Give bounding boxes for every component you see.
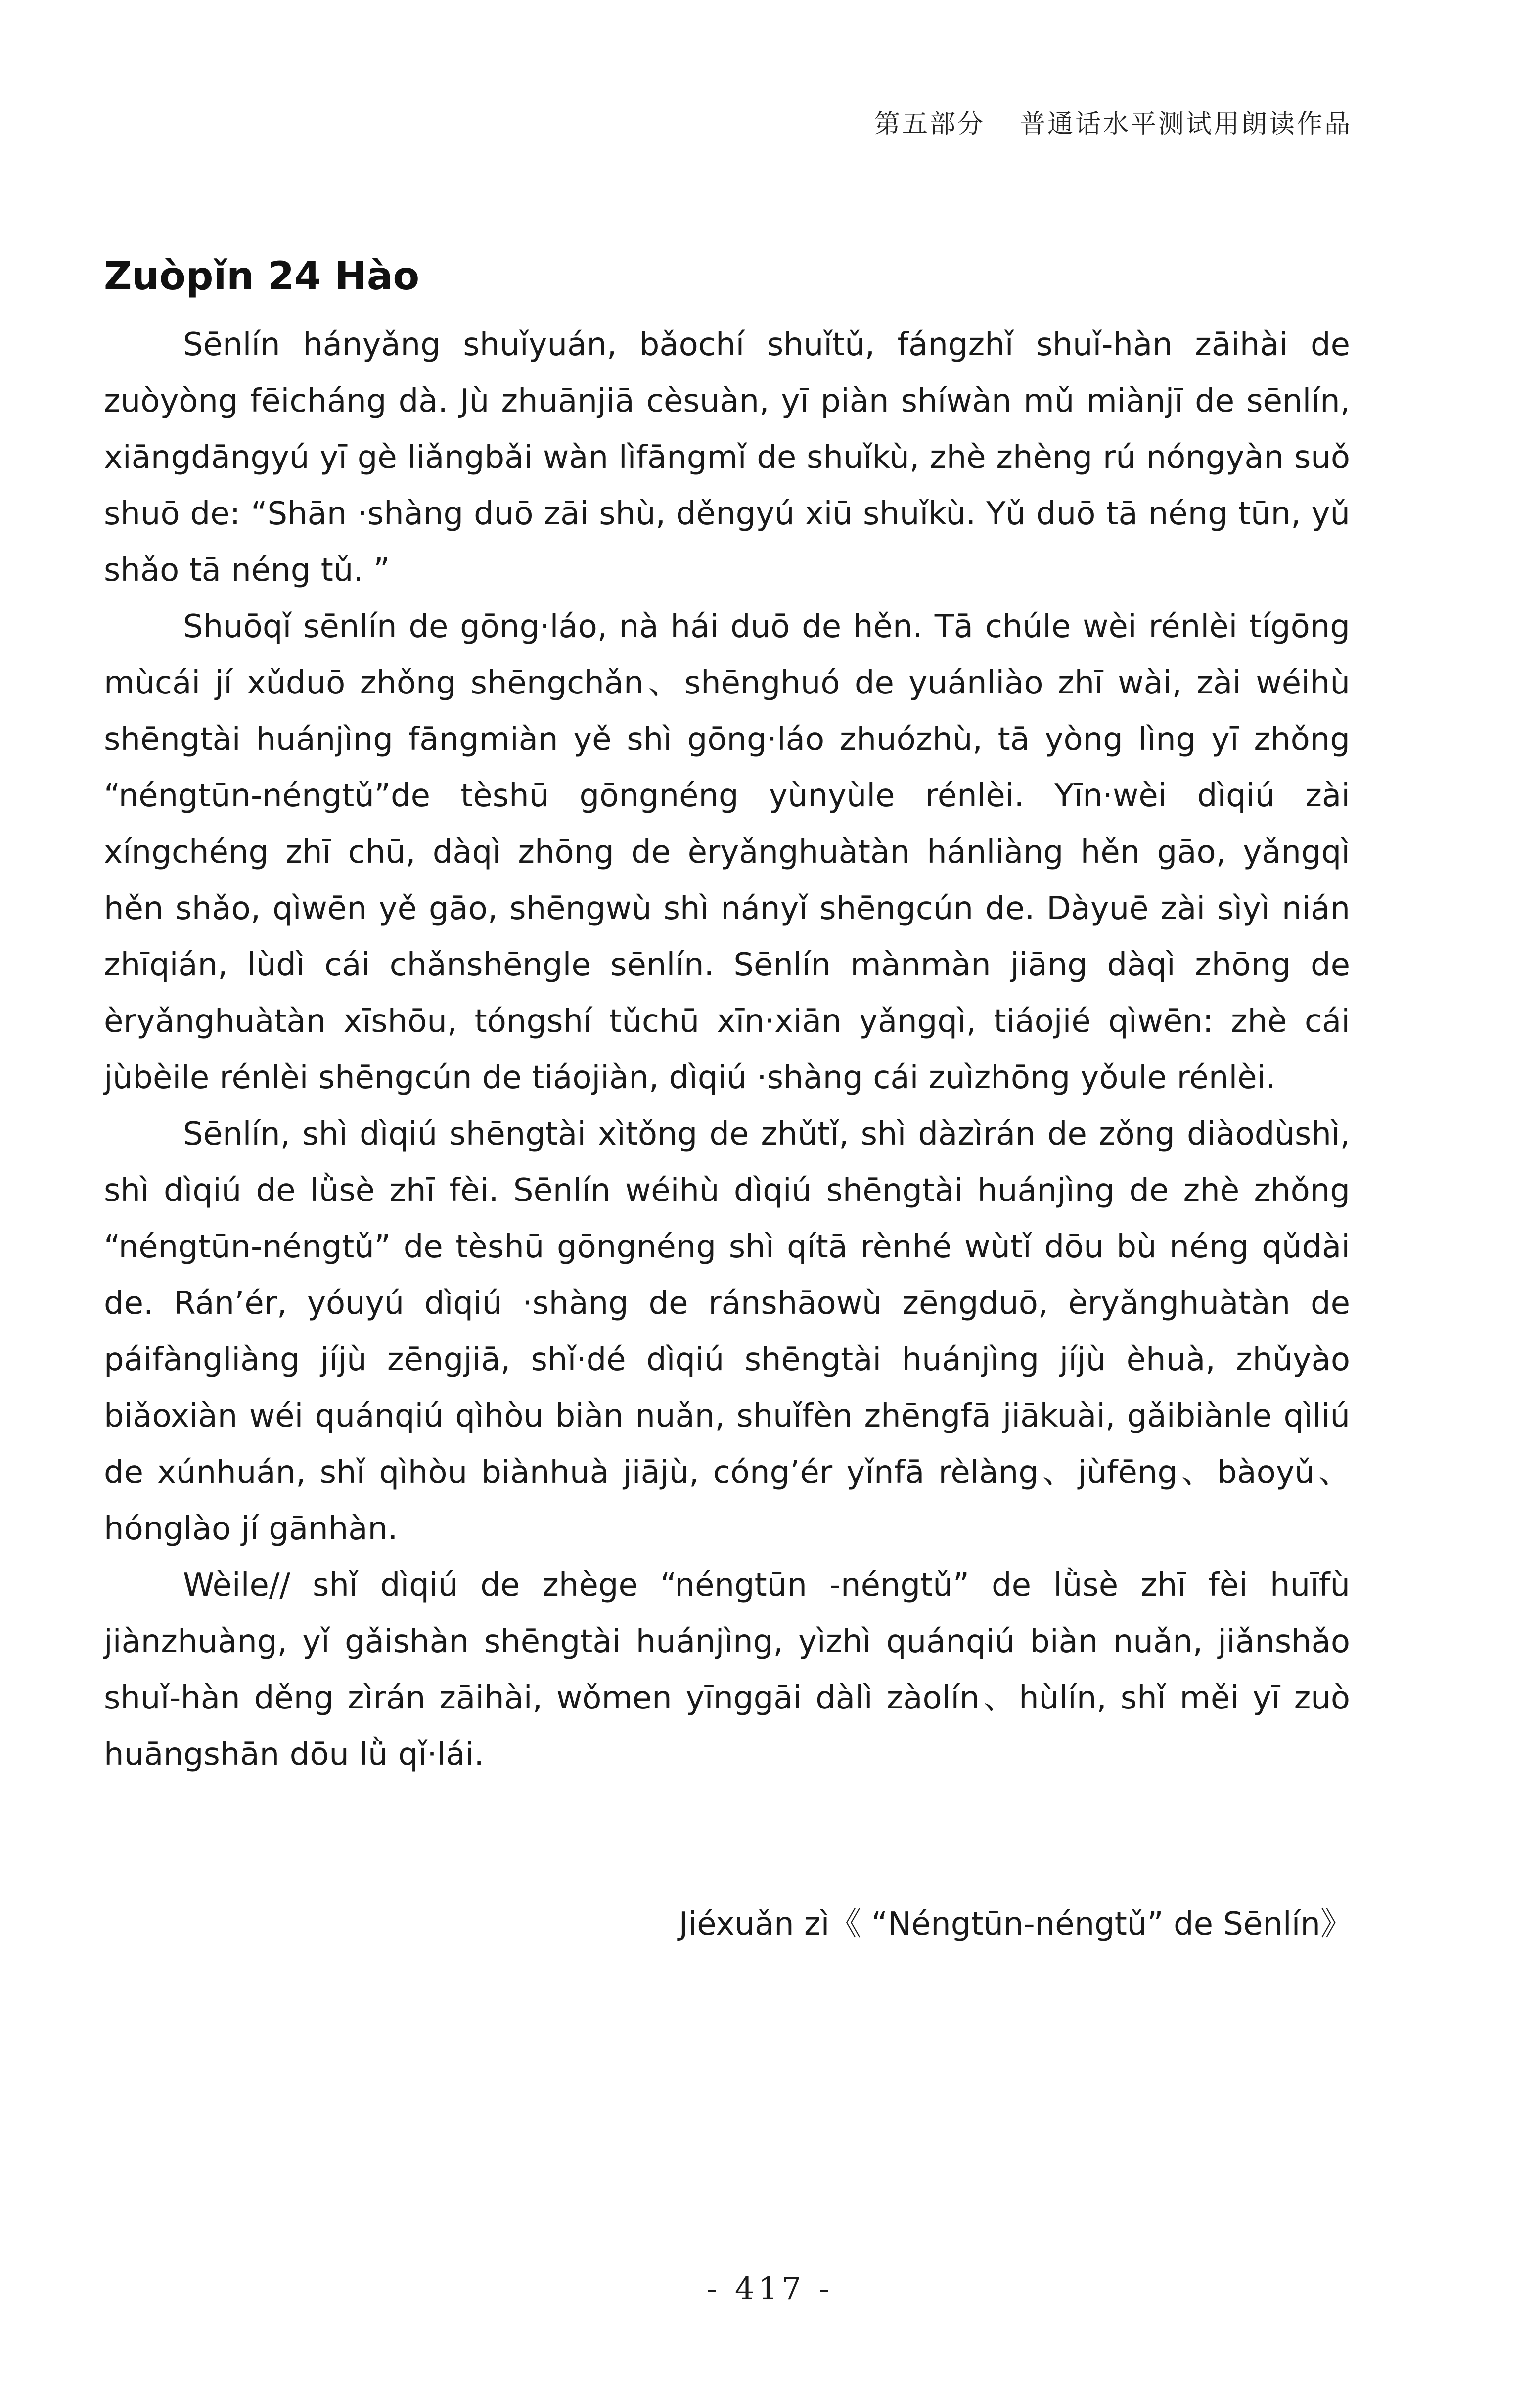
- paragraph: Sēnlín, shì dìqiú shēngtài xìtǒng de zhǔtǐ, shì dàzìrán de zǒng diàodùshì, shì dìqiú de lǜsè zhī fèi. Sēnlín wéihù dìqiú shēngtài huánjìng de zhè zhǒng “néngtūn-néngtǔ” de tèshū gōngnéng shì qítā rènhé wùtǐ dōu bù néng qǔdài de. Rán’ér, yóuyú dìqiú ·shàng de ránshāowù zēngduō, èryǎnghuàtàn de páifàngliàng jíjù zēngjiā, shǐ·dé dìqiú shēngtài huánjìng jíjù èhuà, zhǔyào biǎoxiàn wéi quánqiú qìhòu biàn nuǎn, shuǐfèn zhēngfā jiākuài, gǎibiànle qìliú de xúnhuán, shǐ qìhòu biànhuà jiājù, cóng’ér yǐnfā rèlàng、jùfēng、bàoyǔ、hónglào jí gānhàn.: [104, 1116, 1350, 1547]
- running-header: [874, 103, 1352, 140]
- paragraph: Wèile// shǐ dìqiú de zhège “néngtūn -néngtǔ” de lǜsè zhī fèi huīfù jiànzhuàng, yǐ gǎishàn shēngtài huánjìng, yìzhì quánqiú biàn nuǎn, jiǎnshǎo shuǐ-hàn děng zìrán zāihài, wǒmen yīnggāi dàlì zàolín、hùlín, shǐ měi yī zuò huāngshān dōu lǜ qǐ·lái.: [104, 1567, 1350, 1773]
- page-number: - 417 -: [707, 2270, 833, 2307]
- page-title: Zuòpǐn 24 Hào: [104, 254, 420, 299]
- source-attribution: Jiéxuǎn zì《 “Néngtūn-néngtǔ” de Sēnlín》: [679, 1906, 1352, 1942]
- paragraph: Sēnlín hányǎng shuǐyuán, bǎochí shuǐtǔ, fángzhǐ shuǐ-hàn zāihài de zuòyòng fēicháng dà. Jù zhuānjiā cèsuàn, yī piàn shíwàn mǔ miànjī de sēnlín, xiāngdāngyú yī gè liǎngbǎi wàn lìfāngmǐ de shuǐkù, zhè zhèng rú nóngyàn suǒ shuō de: “Shān ·shàng duō zāi shù, děngyú xiū shuǐkù. Yǔ duō tā néng tūn, yǔ shǎo tā néng tǔ. ”: [104, 326, 1350, 589]
- paragraph: Shuōqǐ sēnlín de gōng·láo, nà hái duō de hěn. Tā chúle wèi rénlèi tígōng mùcái jí xǔduō zhǒng shēngchǎn、shēnghuó de yuánliào zhī wài, zài wéihù shēngtài huánjìng fāngmiàn yě shì gōng·láo zhuózhù, tā yòng lìng yī zhǒng “néngtūn-néngtǔ”de tèshū gōngnéng yùnyùle rénlèi. Yīn·wèi dìqiú zài xíngchéng zhī chū, dàqì zhōng de èryǎnghuàtàn hánliàng hěn gāo, yǎngqì hěn shǎo, qìwēn yě gāo, shēngwù shì nányǐ shēngcún de. Dàyuē zài sìyì nián zhīqián, lùdì cái chǎnshēngle sēnlín. Sēnlín mànmàn jiāng dàqì zhōng de èryǎnghuàtàn xīshōu, tóngshí tǔchū xīn·xiān yǎngqì, tiáojié qìwēn: zhè cái jùbèile rénlèi shēngcún de tiáojiàn, dìqiú ·shàng cái zuìzhōng yǒule rénlèi.: [104, 608, 1350, 1096]
- header-section: 普通话水平测试用朗读作品: [1019, 109, 1352, 139]
- body-text: [104, 317, 1350, 1783]
- header-part: 第五部分: [874, 109, 985, 139]
